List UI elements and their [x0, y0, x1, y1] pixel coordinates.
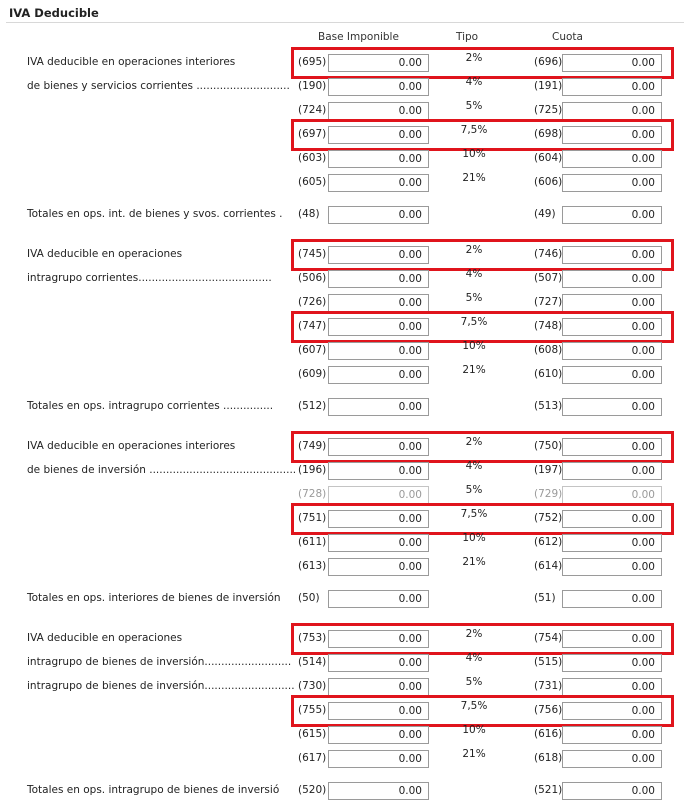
section-label: intragrupo de bienes de inversión..........................	[27, 656, 292, 668]
cuota-input[interactable]	[562, 246, 662, 264]
box-code-cuota: (49)	[534, 208, 556, 220]
box-code-cuota: (513)	[534, 400, 563, 412]
box-code-base: (747)	[298, 320, 327, 332]
tipo-rate: 5%	[465, 292, 483, 304]
section-label: de bienes y servicios corrientes ............................	[27, 80, 290, 92]
base-imponible-input[interactable]	[328, 558, 429, 576]
box-code-base: (615)	[298, 728, 327, 740]
base-imponible-input[interactable]	[328, 630, 429, 648]
box-code-base: (751)	[298, 512, 327, 524]
base-imponible-input[interactable]	[328, 654, 429, 672]
cuota-input[interactable]	[562, 54, 662, 72]
box-code-cuota: (515)	[534, 656, 563, 668]
cuota-input[interactable]	[562, 126, 662, 144]
box-code-base: (190)	[298, 80, 327, 92]
base-imponible-input[interactable]	[328, 294, 429, 312]
cuota-input[interactable]	[562, 318, 662, 336]
tipo-rate: 4%	[465, 76, 483, 88]
tipo-rate: 21%	[462, 748, 486, 760]
cuota-input[interactable]	[562, 678, 662, 696]
box-code-base: (753)	[298, 632, 327, 644]
box-code-cuota: (748)	[534, 320, 563, 332]
base-imponible-input[interactable]	[328, 342, 429, 360]
box-code-cuota: (698)	[534, 128, 563, 140]
cuota-input[interactable]	[562, 702, 662, 720]
tipo-rate: 21%	[462, 556, 486, 568]
base-imponible-input[interactable]	[328, 702, 429, 720]
cuota-input[interactable]	[562, 174, 662, 192]
box-code-base: (48)	[298, 208, 320, 220]
box-code-cuota: (756)	[534, 704, 563, 716]
cuota-input[interactable]	[562, 102, 662, 120]
tipo-rate: 10%	[462, 724, 486, 736]
box-code-base: (607)	[298, 344, 327, 356]
cuota-input[interactable]	[562, 270, 662, 288]
box-code-base: (506)	[298, 272, 327, 284]
box-code-base: (520)	[298, 784, 327, 796]
box-code-base: (724)	[298, 104, 327, 116]
tipo-rate: 5%	[465, 484, 483, 496]
tipo-rate: 2%	[465, 244, 483, 256]
base-imponible-input[interactable]	[328, 534, 429, 552]
tipo-rate: 2%	[465, 52, 483, 64]
cuota-input[interactable]	[562, 726, 662, 744]
tipo-rate: 4%	[465, 268, 483, 280]
box-code-cuota: (606)	[534, 176, 563, 188]
box-code-base: (695)	[298, 56, 327, 68]
cuota-input[interactable]	[562, 558, 662, 576]
box-code-base: (196)	[298, 464, 327, 476]
tipo-rate: 21%	[462, 364, 486, 376]
box-code-cuota: (612)	[534, 536, 563, 548]
section-title: IVA Deducible	[9, 6, 99, 20]
cuota-input[interactable]	[562, 366, 662, 384]
base-imponible-input[interactable]	[328, 150, 429, 168]
tipo-rate: 7,5%	[460, 508, 488, 520]
section-label: intragrupo corrientes........................................	[27, 272, 272, 284]
total-base-input[interactable]	[328, 782, 429, 800]
box-code-base: (603)	[298, 152, 327, 164]
base-imponible-input[interactable]	[328, 510, 429, 528]
box-code-base: (613)	[298, 560, 327, 572]
cuota-input[interactable]	[562, 534, 662, 552]
base-imponible-input[interactable]	[328, 726, 429, 744]
base-imponible-input[interactable]	[328, 318, 429, 336]
section-label: IVA deducible en operaciones interiores	[27, 440, 236, 452]
total-base-input[interactable]	[328, 206, 429, 224]
box-code-cuota: (51)	[534, 592, 556, 604]
box-code-cuota: (507)	[534, 272, 563, 284]
box-code-base: (605)	[298, 176, 327, 188]
box-code-base: (697)	[298, 128, 327, 140]
cuota-input	[562, 486, 662, 504]
tipo-rate: 5%	[465, 100, 483, 112]
box-code-cuota: (750)	[534, 440, 563, 452]
total-cuota-input[interactable]	[562, 206, 662, 224]
cuota-input[interactable]	[562, 510, 662, 528]
cuota-input[interactable]	[562, 750, 662, 768]
tipo-rate: 10%	[462, 148, 486, 160]
base-imponible-input[interactable]	[328, 438, 429, 456]
box-code-base: (730)	[298, 680, 327, 692]
cuota-input[interactable]	[562, 630, 662, 648]
tipo-rate: 10%	[462, 340, 486, 352]
header-cuota: Cuota	[552, 31, 583, 43]
box-code-cuota: (696)	[534, 56, 563, 68]
box-code-cuota: (614)	[534, 560, 563, 572]
base-imponible-input	[328, 486, 429, 504]
base-imponible-input[interactable]	[328, 270, 429, 288]
base-imponible-input[interactable]	[328, 174, 429, 192]
section-label: IVA deducible en operaciones	[27, 248, 183, 260]
cuota-input[interactable]	[562, 150, 662, 168]
section-label: intragrupo de bienes de inversión...........................	[27, 680, 295, 692]
tipo-rate: 4%	[465, 652, 483, 664]
base-imponible-input[interactable]	[328, 102, 429, 120]
box-code-cuota: (521)	[534, 784, 563, 796]
header-base-imponible: Base Imponible	[318, 31, 399, 43]
total-label: Totales en ops. int. de bienes y svos. corrientes .	[27, 208, 283, 220]
section-label: de bienes de inversión ............................................	[27, 464, 297, 476]
box-code-base: (512)	[298, 400, 327, 412]
base-imponible-input[interactable]	[328, 366, 429, 384]
cuota-input[interactable]	[562, 462, 662, 480]
total-label: Totales en ops. intragrupo de bienes de inversió	[27, 784, 280, 796]
box-code-cuota: (754)	[534, 632, 563, 644]
section-label: IVA deducible en operaciones	[27, 632, 183, 644]
tipo-rate: 10%	[462, 532, 486, 544]
box-code-base: (728)	[298, 488, 327, 500]
box-code-base: (726)	[298, 296, 327, 308]
tipo-rate: 21%	[462, 172, 486, 184]
total-label: Totales en ops. interiores de bienes de inversión	[27, 592, 281, 604]
tipo-rate: 5%	[465, 676, 483, 688]
box-code-cuota: (618)	[534, 752, 563, 764]
box-code-base: (50)	[298, 592, 320, 604]
total-label: Totales en ops. intragrupo corrientes ...............	[27, 400, 274, 412]
box-code-cuota: (610)	[534, 368, 563, 380]
tipo-rate: 7,5%	[460, 124, 488, 136]
total-cuota-input[interactable]	[562, 782, 662, 800]
cuota-input[interactable]	[562, 438, 662, 456]
box-code-cuota: (729)	[534, 488, 563, 500]
box-code-cuota: (604)	[534, 152, 563, 164]
total-base-input[interactable]	[328, 590, 429, 608]
box-code-cuota: (616)	[534, 728, 563, 740]
box-code-cuota: (725)	[534, 104, 563, 116]
box-code-base: (611)	[298, 536, 327, 548]
section-label: IVA deducible en operaciones interiores	[27, 56, 236, 68]
base-imponible-input[interactable]	[328, 78, 429, 96]
box-code-cuota: (746)	[534, 248, 563, 260]
cuota-input[interactable]	[562, 342, 662, 360]
base-imponible-input[interactable]	[328, 678, 429, 696]
cuota-input[interactable]	[562, 78, 662, 96]
tipo-rate: 7,5%	[460, 316, 488, 328]
total-cuota-input[interactable]	[562, 398, 662, 416]
total-cuota-input[interactable]	[562, 590, 662, 608]
tipo-rate: 2%	[465, 628, 483, 640]
base-imponible-input[interactable]	[328, 54, 429, 72]
box-code-cuota: (752)	[534, 512, 563, 524]
box-code-cuota: (608)	[534, 344, 563, 356]
tipo-rate: 7,5%	[460, 700, 488, 712]
box-code-cuota: (727)	[534, 296, 563, 308]
box-code-base: (617)	[298, 752, 327, 764]
tipo-rate: 4%	[465, 460, 483, 472]
base-imponible-input[interactable]	[328, 462, 429, 480]
box-code-cuota: (731)	[534, 680, 563, 692]
box-code-base: (609)	[298, 368, 327, 380]
base-imponible-input[interactable]	[328, 126, 429, 144]
title-divider	[6, 22, 684, 23]
box-code-cuota: (197)	[534, 464, 563, 476]
cuota-input[interactable]	[562, 294, 662, 312]
box-code-base: (514)	[298, 656, 327, 668]
total-base-input[interactable]	[328, 398, 429, 416]
cuota-input[interactable]	[562, 654, 662, 672]
box-code-cuota: (191)	[534, 80, 563, 92]
box-code-base: (749)	[298, 440, 327, 452]
base-imponible-input[interactable]	[328, 750, 429, 768]
tipo-rate: 2%	[465, 436, 483, 448]
box-code-base: (755)	[298, 704, 327, 716]
header-tipo: Tipo	[456, 31, 479, 43]
base-imponible-input[interactable]	[328, 246, 429, 264]
box-code-base: (745)	[298, 248, 327, 260]
